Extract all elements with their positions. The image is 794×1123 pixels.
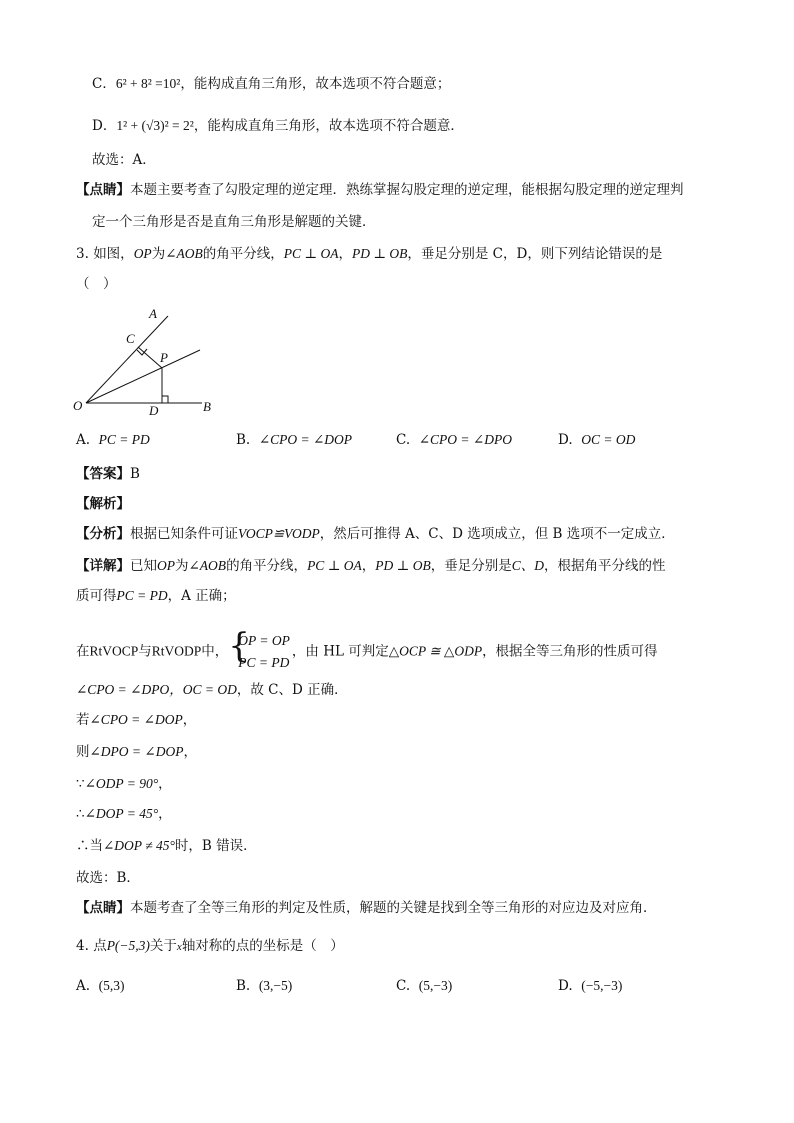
option-text: ，能构成直角三角形，故本选项不符合题意； xyxy=(180,76,451,92)
math-expression: OP xyxy=(157,558,175,573)
math-expression: PD ⊥ OB xyxy=(351,246,408,261)
detail-text: 时，B 错误． xyxy=(174,838,257,854)
detail-line-2 xyxy=(76,586,236,606)
comment-line-1 xyxy=(76,180,684,200)
detail-text: ，A 正确； xyxy=(167,588,236,604)
q4-option-a[interactable] xyxy=(76,976,125,996)
comment-tag: 【点睛】 xyxy=(76,182,130,198)
math-expression: ∠ODP = 90° xyxy=(84,776,159,791)
detail-line-4 xyxy=(76,680,348,700)
label-d: D xyxy=(149,403,159,418)
q4-option-b[interactable] xyxy=(236,976,292,996)
label-o: O xyxy=(73,398,83,413)
q3-comment xyxy=(76,898,657,918)
option-label: A. xyxy=(76,432,91,448)
comment-line-2: 定一个三角形是否是直角三角形是解题的关键． xyxy=(92,214,376,230)
option-label: C. xyxy=(396,432,411,448)
detail-text: 已知 xyxy=(130,558,157,574)
option-math: (5,−3) xyxy=(418,978,453,993)
ray-op xyxy=(86,350,200,403)
q4-stem xyxy=(76,936,344,957)
label-p: P xyxy=(160,350,168,365)
option-math: (5,3) xyxy=(98,978,125,993)
final-answer: 故选：B． xyxy=(76,870,140,886)
math-expression: RtVODP xyxy=(151,643,202,659)
math-expression: PD ⊥ OB xyxy=(375,558,431,573)
detail-text: ， xyxy=(158,776,172,792)
fenxi-line xyxy=(76,524,675,544)
q4-option-d[interactable] xyxy=(558,976,622,996)
math-expression: PC ⊥ OA xyxy=(283,246,339,261)
option-label: D. xyxy=(558,978,573,994)
stem-text: 如图， xyxy=(93,246,134,262)
math-expression: ∠CPO = ∠DPO，OC = OD xyxy=(76,682,237,697)
math-expression: △OCP ≅ △ODP xyxy=(388,643,483,659)
segment-pc xyxy=(138,347,162,368)
label-a: A xyxy=(149,306,157,321)
detail-text: ，根据全等三角形的性质可得 xyxy=(482,643,658,660)
detail-text: ∴当 xyxy=(76,838,103,854)
detail-text: 在 xyxy=(76,643,90,660)
math-expression: ∠AOB xyxy=(165,246,203,261)
q3-option-c[interactable] xyxy=(396,430,512,450)
brace-icon: { xyxy=(228,626,250,666)
detail-text: ， xyxy=(361,558,376,574)
math-expression: 1² + (√3)² = 2² xyxy=(116,118,194,133)
option-math: PC = PD xyxy=(98,432,150,447)
math-expression: ∠CPO = ∠DOP xyxy=(89,712,183,727)
system-row: PC = PD xyxy=(238,655,290,670)
stem-text: ，垂足分别是 C，D，则下列结论错误的是 xyxy=(407,246,663,262)
option-label: D． xyxy=(92,118,117,134)
detail-line-9 xyxy=(76,836,257,856)
therefore-symbol: ∴ xyxy=(76,806,85,822)
math-expression: VOCP≌VODP xyxy=(238,526,320,541)
question-number: 4. xyxy=(76,938,89,954)
geometry-figure xyxy=(66,300,226,420)
detail-line-6 xyxy=(76,742,197,762)
detail-text: ，根据角平分线的性 xyxy=(543,558,666,574)
q3-stem-line-1 xyxy=(76,244,662,264)
detail-text: ，由 HL 可判定 xyxy=(291,643,389,660)
option-text: ，能构成直角三角形，故本选项不符合题意． xyxy=(193,118,464,134)
option-label: B. xyxy=(236,432,251,448)
option-label: C. xyxy=(396,978,411,994)
detail-text: 中， xyxy=(201,643,229,660)
math-expression: P(−5,3) xyxy=(106,938,150,953)
detail-line-7 xyxy=(76,774,172,794)
stem-text: 的角平分线， xyxy=(202,246,284,262)
detail-text: ，故 C、D 正确． xyxy=(236,682,348,698)
stem-text: 关于 xyxy=(149,938,177,954)
math-expression: 6² + 8² =10² xyxy=(115,76,181,91)
because-symbol: ∵ xyxy=(76,776,85,792)
option-d-line xyxy=(92,116,464,136)
option-math: (−5,−3) xyxy=(581,978,623,993)
comment-tag: 【点睛】 xyxy=(76,900,130,916)
detail-text: ， xyxy=(158,806,172,822)
detail-text: 的角平分线， xyxy=(226,558,308,574)
q3-option-a[interactable] xyxy=(76,430,150,450)
option-c-line xyxy=(92,74,450,94)
answer-value: B xyxy=(130,466,140,482)
answer-line xyxy=(76,464,140,484)
option-math: ∠CPO = ∠DOP xyxy=(258,432,353,447)
detail-text: 为 xyxy=(175,558,189,574)
stem-text: 轴对称的点的坐标是（ ） xyxy=(181,938,344,954)
option-label: D. xyxy=(558,432,573,448)
fenxi-tag: 【分析】 xyxy=(76,526,130,542)
detail-line-3 xyxy=(76,626,658,674)
q4-option-c[interactable] xyxy=(396,976,452,996)
ray-oa xyxy=(86,316,168,403)
detail-text: ， xyxy=(183,744,197,760)
option-math: ∠CPO = ∠DPO xyxy=(418,432,512,447)
option-math: OC = OD xyxy=(581,432,636,447)
analysis-tag xyxy=(76,494,130,514)
math-expression: C、D xyxy=(511,558,544,573)
comment-text: 本题主要考查了勾股定理的逆定理．熟练掌握勾股定理的逆定理，能根据勾股定理的逆定理判 xyxy=(130,182,684,198)
system-row: OP = OP xyxy=(238,633,290,648)
equation-system xyxy=(228,626,290,674)
math-expression: ∠AOB xyxy=(188,558,227,573)
math-expression: PC ⊥ OA xyxy=(307,558,362,573)
analysis-label: 【解析】 xyxy=(76,496,130,512)
detail-text: 则 xyxy=(76,744,90,760)
detail-text: ， xyxy=(182,712,197,728)
detail-line-1 xyxy=(76,556,665,576)
stem-text: ， xyxy=(338,246,352,262)
question-number: 3. xyxy=(76,246,89,262)
math-expression: OP xyxy=(133,246,152,261)
stem-text: 为 xyxy=(151,246,166,262)
math-expression: x xyxy=(176,941,182,953)
fenxi-text: 根据已知条件可证 xyxy=(130,526,238,542)
q3-option-b[interactable] xyxy=(236,430,352,450)
stem-text: 点 xyxy=(93,938,107,954)
answer-tag: 【答案】 xyxy=(76,466,130,482)
answer-line: 故选：A． xyxy=(92,152,156,168)
detail-text: 质可得 xyxy=(76,588,117,604)
detail-line-5 xyxy=(76,710,196,730)
label-b: B xyxy=(203,399,211,414)
q3-stem-line-2: （ ） xyxy=(76,276,117,292)
math-expression: ∠DPO = ∠DOP xyxy=(89,744,184,759)
fenxi-text: ，然后可推得 A、C、D 选项成立，但 B 选项不一定成立． xyxy=(319,526,675,542)
option-label: A. xyxy=(76,978,91,994)
label-c: C xyxy=(126,331,135,346)
math-expression: ∠DOP = 45° xyxy=(84,806,159,821)
math-expression: ∠DOP ≠ 45° xyxy=(103,838,175,853)
detail-text: 若 xyxy=(76,712,90,728)
option-label: C． xyxy=(92,76,116,92)
math-expression: PC = PD xyxy=(116,588,168,603)
right-angle-mark-d xyxy=(162,396,168,403)
q3-option-d[interactable] xyxy=(558,430,635,450)
math-expression: RtVOCP xyxy=(89,643,139,659)
option-label: B. xyxy=(236,978,251,994)
comment-text: 本题考查了全等三角形的判定及性质，解题的关键是找到全等三角形的对应边及对应角． xyxy=(130,900,657,916)
option-math: (3,−5) xyxy=(258,978,293,993)
detail-tag: 【详解】 xyxy=(76,558,130,574)
detail-text: ，垂足分别是 xyxy=(430,558,512,574)
detail-line-8 xyxy=(76,804,172,824)
detail-text: 与 xyxy=(138,643,152,660)
